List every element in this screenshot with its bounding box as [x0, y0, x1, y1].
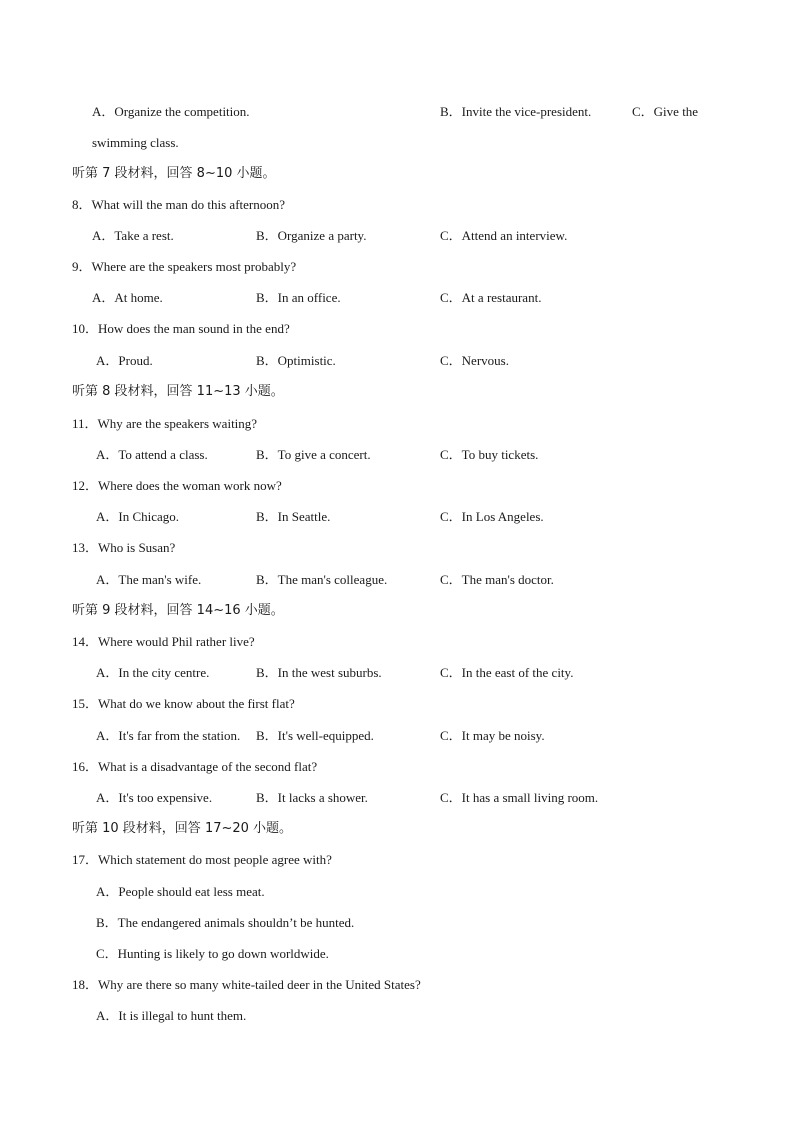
question-13-option-c: C．The man's doctor. [440, 572, 554, 587]
question-17: 17．Which statement do most people agree with? [72, 852, 332, 867]
question-8-option-a: A．Take a rest. [92, 228, 174, 243]
question-10: 10．How does the man sound in the end? [72, 321, 290, 336]
section-heading-9: 听第 9 段材料，回答 14~16 小题。 [72, 603, 284, 618]
option-top-c-continued: swimming class. [92, 135, 179, 150]
question-13-option-b: B．The man's colleague. [256, 572, 388, 587]
question-8-option-b: B．Organize a party. [256, 228, 367, 243]
question-9-option-a: A．At home. [92, 290, 163, 305]
question-15-option-b: B．It's well-equipped. [256, 728, 374, 743]
option-top-b: B．Invite the vice-president. [440, 104, 592, 119]
question-14-option-a: A．In the city centre. [96, 665, 210, 680]
question-12-option-c: C．In Los Angeles. [440, 509, 544, 524]
question-15-option-a: A．It's far from the station. [96, 728, 241, 743]
question-12: 12．Where does the woman work now? [72, 478, 282, 493]
section-heading-10: 听第 10 段材料，回答 17~20 小题。 [72, 821, 293, 836]
question-10-option-b: B．Optimistic. [256, 353, 336, 368]
question-11: 11．Why are the speakers waiting? [72, 416, 258, 431]
question-18-option-a: A．It is illegal to hunt them. [96, 1008, 247, 1023]
question-14-option-c: C．In the east of the city. [440, 665, 574, 680]
question-12-option-b: B．In Seattle. [256, 509, 331, 524]
question-8: 8．What will the man do this afternoon? [72, 197, 286, 212]
question-13-option-a: A．The man's wife. [96, 572, 202, 587]
question-17-option-c: C．Hunting is likely to go down worldwide. [96, 946, 329, 961]
question-11-option-c: C．To buy tickets. [440, 447, 539, 462]
section-heading-8: 听第 8 段材料，回答 11~13 小题。 [72, 384, 284, 399]
question-15-option-c: C．It may be noisy. [440, 728, 545, 743]
question-16-option-c: C．It has a small living room. [440, 790, 599, 805]
question-11-option-b: B．To give a concert. [256, 447, 371, 462]
question-16-option-b: B．It lacks a shower. [256, 790, 368, 805]
question-9-option-b: B．In an office. [256, 290, 341, 305]
option-top-c: C．Give the [632, 104, 699, 119]
question-14-option-b: B．In the west suburbs. [256, 665, 382, 680]
question-10-option-a: A．Proud. [96, 353, 153, 368]
question-15: 15．What do we know about the first flat? [72, 696, 295, 711]
question-9: 9．Where are the speakers most probably? [72, 259, 297, 274]
question-17-option-a: A．People should eat less meat. [96, 884, 265, 899]
question-17-option-b: B．The endangered animals shouldn’t be hunted. [96, 915, 355, 930]
question-12-option-a: A．In Chicago. [96, 509, 180, 524]
section-heading-7: 听第 7 段材料，回答 8~10 小题。 [72, 166, 276, 181]
question-18: 18．Why are there so many white-tailed deer in the United States? [72, 977, 421, 992]
question-9-option-c: C．At a restaurant. [440, 290, 542, 305]
question-14: 14．Where would Phil rather live? [72, 634, 255, 649]
question-16-option-a: A．It's too expensive. [96, 790, 213, 805]
option-top-a: A．Organize the competition. [92, 104, 250, 119]
question-13: 13．Who is Susan? [72, 540, 176, 555]
question-11-option-a: A．To attend a class. [96, 447, 208, 462]
question-16: 16．What is a disadvantage of the second flat? [72, 759, 318, 774]
question-8-option-c: C．Attend an interview. [440, 228, 568, 243]
question-10-option-c: C．Nervous. [440, 353, 509, 368]
